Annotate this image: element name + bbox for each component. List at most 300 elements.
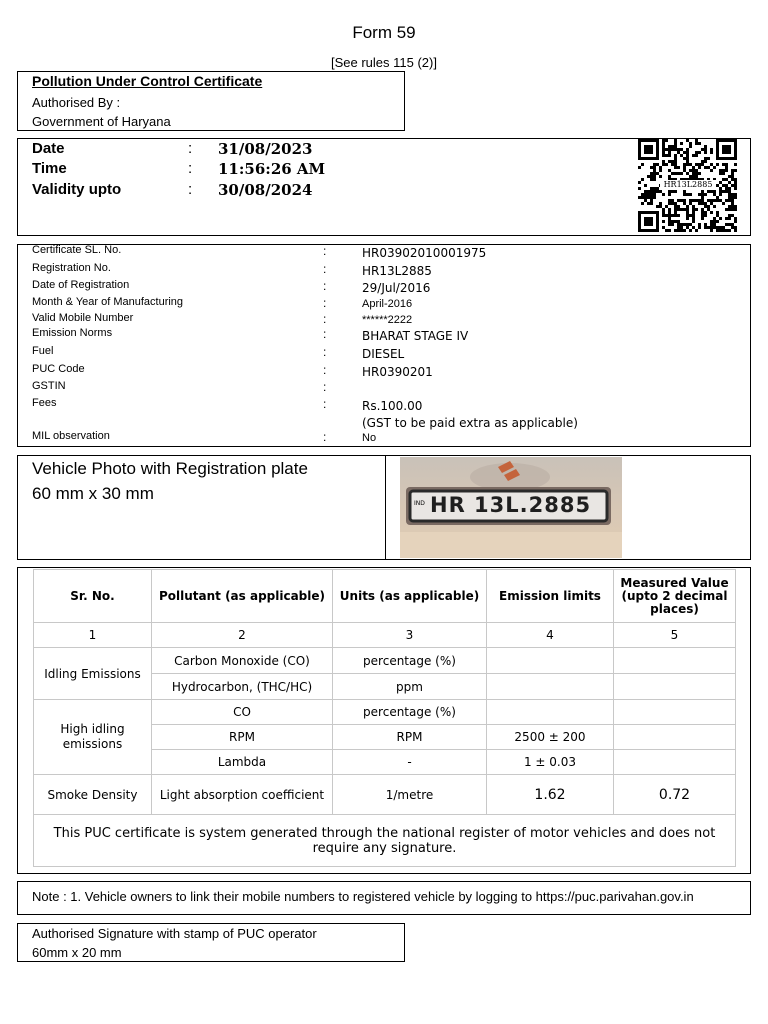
qr-module [734,220,737,223]
qr-module [692,211,695,214]
qr-module [659,205,662,208]
qr-module [707,199,710,202]
qr-module [722,226,725,229]
qr-module [668,229,671,232]
qr-module [677,205,680,208]
qr-module [656,190,659,193]
qr-finder-pattern [644,145,653,154]
detail-label: Registration No. [32,262,111,274]
qr-module [650,172,653,175]
qr-module [713,205,716,208]
emissions-table [33,569,736,867]
qr-module [698,223,701,226]
qr-module [671,163,674,166]
qr-module [662,211,665,214]
qr-module [689,193,692,196]
qr-module [710,223,713,226]
qr-module [731,193,734,196]
qr-module [686,208,689,211]
qr-module [716,229,719,232]
qr-module [698,202,701,205]
qr-module [722,190,725,193]
detail-value: DIESEL [362,347,405,361]
qr-module [713,223,716,226]
qr-module [698,163,701,166]
qr-module [683,190,686,193]
qr-module [719,190,722,193]
qr-module [680,208,683,211]
qr-module [692,172,695,175]
date-colon: : [188,140,193,157]
qr-module [680,148,683,151]
qr-module [719,193,722,196]
qr-module [650,187,653,190]
validity-colon: : [188,181,193,198]
qr-module [716,226,719,229]
qr-module [713,193,716,196]
qr-module [638,196,641,199]
qr-module [689,199,692,202]
pollutant-cell: Lambda [152,750,333,775]
qr-module [674,139,677,142]
qr-module [668,214,671,217]
qr-module [719,169,722,172]
header-measured-value: Measured Value (upto 2 decimal places) [614,570,736,623]
qr-module [653,178,656,181]
qr-module [722,202,725,205]
qr-module [674,211,677,214]
qr-module [653,169,656,172]
qr-module [695,208,698,211]
qr-module [710,190,713,193]
qr-module [686,157,689,160]
limit-cell [487,648,614,674]
qr-module [695,154,698,157]
qr-module [716,184,719,187]
detail-label: PUC Code [32,363,85,375]
qr-module [707,208,710,211]
qr-module [707,226,710,229]
qr-module [689,169,692,172]
qr-module [695,169,698,172]
detail-value: HR03902010001975 [362,246,487,260]
qr-module [728,199,731,202]
qr-module [683,199,686,202]
qr-module [692,175,695,178]
qr-module [650,199,653,202]
detail-value: 29/Jul/2016 [362,281,431,295]
qr-module [728,217,731,220]
qr-module [662,139,665,142]
column-number: 1 [34,623,152,648]
qr-module [707,166,710,169]
qr-module [653,172,656,175]
qr-module [713,220,716,223]
detail-colon: : [323,262,327,276]
qr-module [707,190,710,193]
authority-name: Government of Haryana [32,114,171,129]
qr-finder-pattern [644,217,653,226]
qr-module [710,229,713,232]
qr-module [710,202,713,205]
qr-module [680,229,683,232]
measured-cell [614,725,736,750]
qr-finder-pattern [722,145,731,154]
unit-cell: ppm [333,674,487,700]
plate-text: HR 13L.2885 [430,493,592,517]
qr-module [701,190,704,193]
qr-module [674,148,677,151]
qr-module [731,226,734,229]
qr-module [659,190,662,193]
photo-label-line2: 60 mm x 30 mm [32,484,154,503]
idling-emissions-label: Idling Emissions [34,648,152,700]
qr-module [698,193,701,196]
vehicle-photo [400,457,622,558]
qr-module [689,142,692,145]
qr-module [731,196,734,199]
qr-module [665,163,668,166]
qr-module [719,172,722,175]
header-units: Units (as applicable) [333,570,487,623]
qr-module [728,229,731,232]
qr-module [662,226,665,229]
header-emission-limits: Emission limits [487,570,614,623]
qr-module [674,157,677,160]
signature-size: 60mm x 20 mm [32,945,122,960]
qr-module [692,214,695,217]
measured-cell: 0.72 [614,775,736,815]
qr-module [701,214,704,217]
detail-colon: : [323,430,327,444]
qr-module [653,187,656,190]
pollutant-cell: Light absorption coefficient [152,775,333,815]
qr-module [689,223,692,226]
qr-code [638,139,737,233]
qr-module [692,220,695,223]
qr-module [677,172,680,175]
notice-row [34,815,736,867]
qr-module [671,214,674,217]
qr-module [674,214,677,217]
qr-module [638,181,641,184]
qr-module [674,190,677,193]
qr-module [701,202,704,205]
qr-module [713,226,716,229]
qr-module [734,193,737,196]
qr-module [662,145,665,148]
qr-module [650,202,653,205]
qr-module [710,163,713,166]
detail-label: Emission Norms [32,327,113,339]
qr-module [701,193,704,196]
signature-label: Authorised Signature with stamp of PUC operator [32,926,317,941]
qr-module [659,166,662,169]
qr-module [683,193,686,196]
qr-module [704,148,707,151]
qr-module [662,163,665,166]
qr-module [674,220,677,223]
time-colon: : [188,160,193,177]
qr-module [734,205,737,208]
qr-module [698,151,701,154]
qr-module [656,187,659,190]
qr-module [665,154,668,157]
qr-module [683,151,686,154]
detail-colon: : [323,380,327,394]
date-label: Date [32,140,65,157]
detail-label: Valid Mobile Number [32,312,134,324]
qr-module [722,184,725,187]
qr-module [656,172,659,175]
qr-module [665,229,668,232]
qr-module [734,229,737,232]
qr-module [656,163,659,166]
qr-module [734,178,737,181]
qr-module [734,181,737,184]
time-label: Time [32,160,67,177]
qr-module [668,208,671,211]
qr-module [725,166,728,169]
qr-module [689,145,692,148]
qr-module [728,193,731,196]
pollutant-cell: RPM [152,725,333,750]
qr-module [710,151,713,154]
qr-module [659,202,662,205]
qr-module [674,145,677,148]
plate-country-code: IND [414,500,425,507]
qr-module [671,223,674,226]
qr-module [725,199,728,202]
qr-module [671,148,674,151]
detail-value: HR0390201 [362,365,433,379]
qr-module [686,160,689,163]
qr-module [662,160,665,163]
qr-module [731,184,734,187]
detail-label: MIL observation [32,430,110,442]
qr-module [641,163,644,166]
qr-module [659,175,662,178]
qr-module [725,178,728,181]
qr-module [731,223,734,226]
qr-module [719,229,722,232]
limit-cell: 1.62 [487,775,614,815]
qr-module [731,202,734,205]
qr-module [701,148,704,151]
qr-module [713,166,716,169]
qr-module [692,226,695,229]
table-row [34,775,736,815]
qr-module [668,220,671,223]
table-header-row [34,570,736,623]
qr-registration-text: HR13L2885 [660,180,716,190]
form-title: Form 59 [352,23,416,42]
qr-module [734,226,737,229]
qr-module [725,223,728,226]
detail-colon: : [323,312,327,326]
qr-module [662,142,665,145]
qr-module [692,217,695,220]
measured-cell [614,674,736,700]
qr-module [653,163,656,166]
qr-module [686,139,689,142]
qr-module [698,166,701,169]
qr-module [662,214,665,217]
qr-module [662,220,665,223]
qr-module [650,190,653,193]
photo-label-line1: Vehicle Photo with Registration plate [32,459,308,478]
qr-module [728,175,731,178]
qr-module [668,169,671,172]
qr-module [689,163,692,166]
qr-module [695,229,698,232]
column-number: 5 [614,623,736,648]
limit-cell [487,700,614,725]
qr-module [653,166,656,169]
qr-module [716,199,719,202]
qr-module [650,175,653,178]
qr-module [725,169,728,172]
unit-cell: RPM [333,725,487,750]
column-number: 3 [333,623,487,648]
qr-module [704,145,707,148]
qr-module [731,169,734,172]
system-generated-notice: This PUC certificate is system generated through the national register of motor vehicles and does not require any signature. [34,815,736,867]
qr-module [719,226,722,229]
detail-label: Date of Registration [32,279,130,291]
qr-module [668,175,671,178]
qr-module [674,166,677,169]
date-value: 31/08/2023 [218,140,313,158]
certificate-title: Pollution Under Control Certificate [32,73,263,89]
limit-cell: 1 ± 0.03 [487,750,614,775]
qr-module [728,181,731,184]
qr-module [680,154,683,157]
qr-module [674,163,677,166]
qr-module [668,190,671,193]
qr-module [728,196,731,199]
qr-module [665,205,668,208]
qr-module [683,166,686,169]
qr-module [665,214,668,217]
qr-module [677,223,680,226]
qr-module [692,154,695,157]
detail-label: Fees [32,397,57,409]
qr-module [731,205,734,208]
qr-module [716,163,719,166]
qr-module [686,223,689,226]
note-text: Note : 1. Vehicle owners to link their mobile numbers to registered vehicle by logging to https://puc.parivahan.gov.in [32,889,694,904]
limit-cell: 2500 ± 200 [487,725,614,750]
qr-module [734,187,737,190]
qr-module [692,199,695,202]
qr-module [701,163,704,166]
qr-module [719,199,722,202]
qr-module [725,163,728,166]
qr-module [692,205,695,208]
high-idling-emissions-label: High idling emissions [34,700,152,775]
qr-module [659,169,662,172]
qr-module [710,226,713,229]
qr-module [698,142,701,145]
table-row [34,700,736,725]
qr-module [671,190,674,193]
detail-colon: : [323,279,327,293]
detail-value: (GST to be paid extra as applicable) [362,416,578,430]
qr-module [653,196,656,199]
qr-module [668,223,671,226]
qr-module [638,166,641,169]
qr-module [677,226,680,229]
qr-module [734,196,737,199]
qr-module [725,217,728,220]
qr-module [680,172,683,175]
qr-module [644,193,647,196]
qr-module [683,169,686,172]
qr-module [656,205,659,208]
qr-module [725,184,728,187]
qr-module [728,208,731,211]
detail-colon: : [323,397,327,411]
qr-module [704,193,707,196]
qr-module [644,199,647,202]
limit-cell [487,674,614,700]
qr-module [683,208,686,211]
qr-module [710,199,713,202]
qr-module [674,202,677,205]
qr-module [638,187,641,190]
qr-module [662,154,665,157]
qr-module [689,229,692,232]
table-number-row [34,623,736,648]
detail-label: GSTIN [32,380,66,392]
qr-module [695,142,698,145]
qr-module [704,160,707,163]
qr-module [644,196,647,199]
detail-value: HR13L2885 [362,264,432,278]
detail-value: ******2222 [362,314,413,326]
qr-module [719,187,722,190]
qr-module [677,208,680,211]
qr-module [686,211,689,214]
qr-module [728,214,731,217]
qr-module [731,178,734,181]
qr-module [674,172,677,175]
qr-module [716,211,719,214]
qr-module [701,199,704,202]
qr-module [689,202,692,205]
qr-module [719,181,722,184]
qr-module [710,220,713,223]
table-row [34,648,736,674]
qr-module [728,205,731,208]
qr-module [716,214,719,217]
qr-module [686,205,689,208]
qr-module [704,202,707,205]
authorised-by-label: Authorised By : [32,95,121,110]
qr-module [671,202,674,205]
qr-module [647,190,650,193]
header-pollutant: Pollutant (as applicable) [152,570,333,623]
qr-module [686,214,689,217]
qr-module [650,193,653,196]
qr-module [695,172,698,175]
qr-module [728,187,731,190]
qr-module [668,154,671,157]
detail-value: BHARAT STAGE IV [362,329,469,343]
qr-module [680,223,683,226]
qr-module [668,151,671,154]
